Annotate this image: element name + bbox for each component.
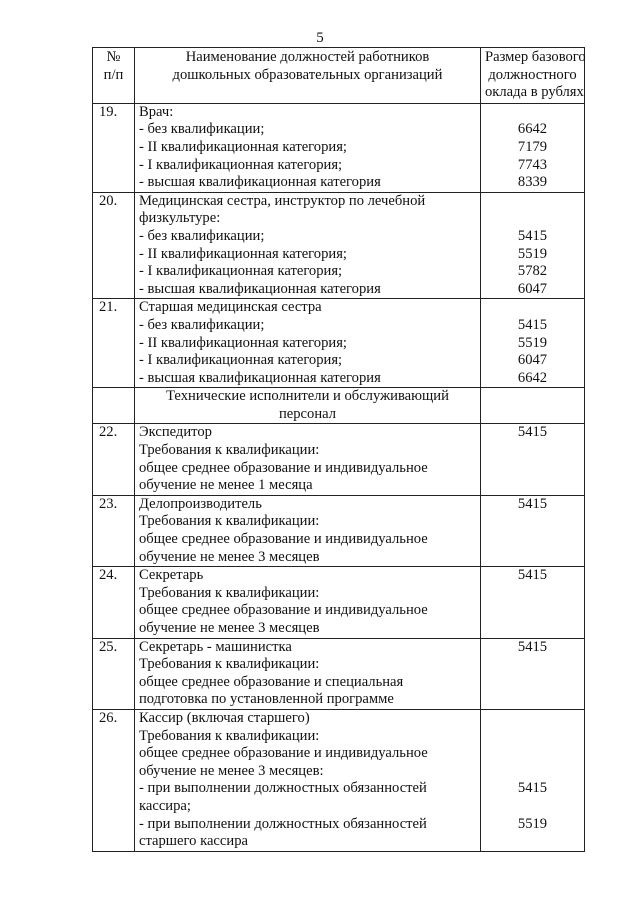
position-line: обучение не менее 3 месяцев [139,548,320,565]
salary-line: 5415 [517,638,548,655]
header-salary-line: Размер базового [485,49,586,65]
salary-line [485,674,580,692]
salary-line [485,728,580,746]
header-salary [481,48,585,104]
row-number: 24. [93,567,135,638]
salary-line [485,388,580,406]
salary-line [485,193,580,211]
row-number: 25. [93,638,135,709]
position-line: Старшая медицинская сестра [139,299,322,316]
position-name [135,192,481,299]
table-row [93,709,585,851]
position-line: Технические исполнители и обслуживающий [166,388,449,405]
salary-value [481,299,585,388]
position-line: - при выполнении должностных обязанностей [139,780,427,797]
salary-line [485,620,580,638]
salary-line [485,833,580,851]
table-row [93,567,585,638]
row-number: 21. [93,299,135,388]
salary-line [485,531,580,549]
position-name [135,388,481,424]
salary-line [485,104,580,122]
salary-line [485,691,580,709]
position-line: физкультуре: [139,210,221,227]
position-line: - без квалификации; [139,316,265,333]
position-name [135,495,481,566]
position-line: Кассир (включая старшего) [139,709,310,726]
salary-line [485,513,580,531]
table-row [93,299,585,388]
salary-value [481,495,585,566]
position-line: - II квалификационная категория; [139,138,347,155]
salary-line: 7179 [517,138,548,155]
salary-line [485,798,580,816]
position-line: старшего кассира [139,833,248,850]
position-line: Медицинская сестра, инструктор по лечебной [139,192,426,209]
position-line: - I квалификационная категория; [139,352,343,369]
salary-line [485,210,580,228]
position-name [135,103,481,192]
salary-line: 6642 [517,121,548,138]
header-number-line: № [106,49,121,65]
salary-line [485,460,580,478]
row-number: 26. [93,709,135,851]
position-line: Секретарь [139,567,204,584]
salary-value [481,192,585,299]
position-line: - без квалификации; [139,121,265,138]
row-number: 20. [93,192,135,299]
table-row [93,192,585,299]
section-row [93,388,585,424]
position-line: - I квалификационная категория; [139,156,343,173]
row-number [93,388,135,424]
salary-line: 5415 [517,227,548,244]
position-line: Секретарь - машинистка [139,638,292,655]
salary-line [485,549,580,567]
salary-line: 5519 [517,334,548,351]
position-name [135,567,481,638]
salary-line: 5415 [517,424,548,441]
position-line: общее среднее образование и индивидуальное [139,602,428,619]
salary-line: 7743 [517,156,548,173]
position-name [135,638,481,709]
page-number: 5 [316,30,324,46]
row-number: 19. [93,103,135,192]
header-salary-line: оклада в рублях [485,84,584,101]
row-number: 22. [93,424,135,495]
position-name [135,299,481,388]
position-line: - II квалификационная категория; [139,334,347,351]
position-line: - II квалификационная категория; [139,245,347,262]
table-row [93,103,585,192]
salary-line: 5782 [517,263,548,280]
salary-line: 5415 [517,567,548,584]
position-line: - высшая квалификационная категория [139,174,381,191]
position-name [135,709,481,851]
position-name [135,424,481,495]
salary-line: 5519 [517,815,548,832]
salary-line [485,602,580,620]
salary-line [485,763,580,781]
salary-value [481,388,585,424]
position-line: Экспедитор [139,424,212,441]
header-position-line: Наименование должностей работников [185,49,430,65]
position-line: персонал [278,405,337,422]
salary-line: 5415 [517,495,548,512]
salary-line [485,745,580,763]
header-number [93,48,135,104]
position-line: подготовка по установленной программе [139,691,394,708]
position-line: обучение не менее 1 месяца [139,477,313,494]
position-line: - высшая квалификационная категория [139,280,381,297]
position-line: общее среднее образование и специальная [139,673,404,690]
salary-line: 5519 [517,245,548,262]
salary-line: 5415 [517,780,548,797]
salary-line [485,442,580,460]
position-line: общее среднее образование и индивидуальное [139,745,428,762]
position-line: Врач: [139,103,174,120]
salary-value [481,567,585,638]
table-body [93,103,585,851]
salary-line [485,656,580,674]
table-header-row [93,48,585,104]
position-line: Требования к квалификации: [139,727,320,744]
table-row [93,638,585,709]
position-line: обучение не менее 3 месяцев: [139,762,324,779]
salary-line: 8339 [517,174,548,191]
table-row [93,495,585,566]
header-position-line: дошкольных образовательных организаций [172,66,443,83]
salary-line [485,585,580,603]
position-line: - при выполнении должностных обязанностей [139,815,427,832]
row-number: 23. [93,495,135,566]
position-line: - высшая квалификационная категория [139,369,381,386]
position-line: обучение не менее 3 месяцев [139,620,320,636]
position-line: кассира; [139,797,191,814]
salary-value [481,424,585,495]
salary-line [485,710,580,728]
salary-value [481,638,585,709]
salary-value [481,103,585,192]
position-line: Делопроизводитель [139,495,262,512]
position-line: Требования к квалификации: [139,513,320,530]
position-line: Требования к квалификации: [139,656,320,673]
position-line: общее среднее образование и индивидуальное [139,531,428,548]
salary-table [92,47,585,852]
header-salary-line: должностного [488,66,577,83]
salary-line: 6642 [517,369,548,386]
table-row [93,424,585,495]
header-number-line: п/п [103,66,124,83]
position-line: общее среднее образование и индивидуальное [139,459,428,476]
position-line: - без квалификации; [139,227,265,244]
position-line: - I квалификационная категория; [139,263,343,280]
salary-line: 5415 [517,316,548,333]
header-position-name [135,48,481,104]
salary-line: 6047 [517,352,548,369]
position-line: Требования к квалификации: [139,442,320,459]
salary-line [485,477,580,495]
salary-value [481,709,585,851]
salary-line: 6047 [517,280,548,297]
salary-line [485,406,580,424]
salary-line [485,299,580,317]
position-line: Требования к квалификации: [139,584,320,601]
